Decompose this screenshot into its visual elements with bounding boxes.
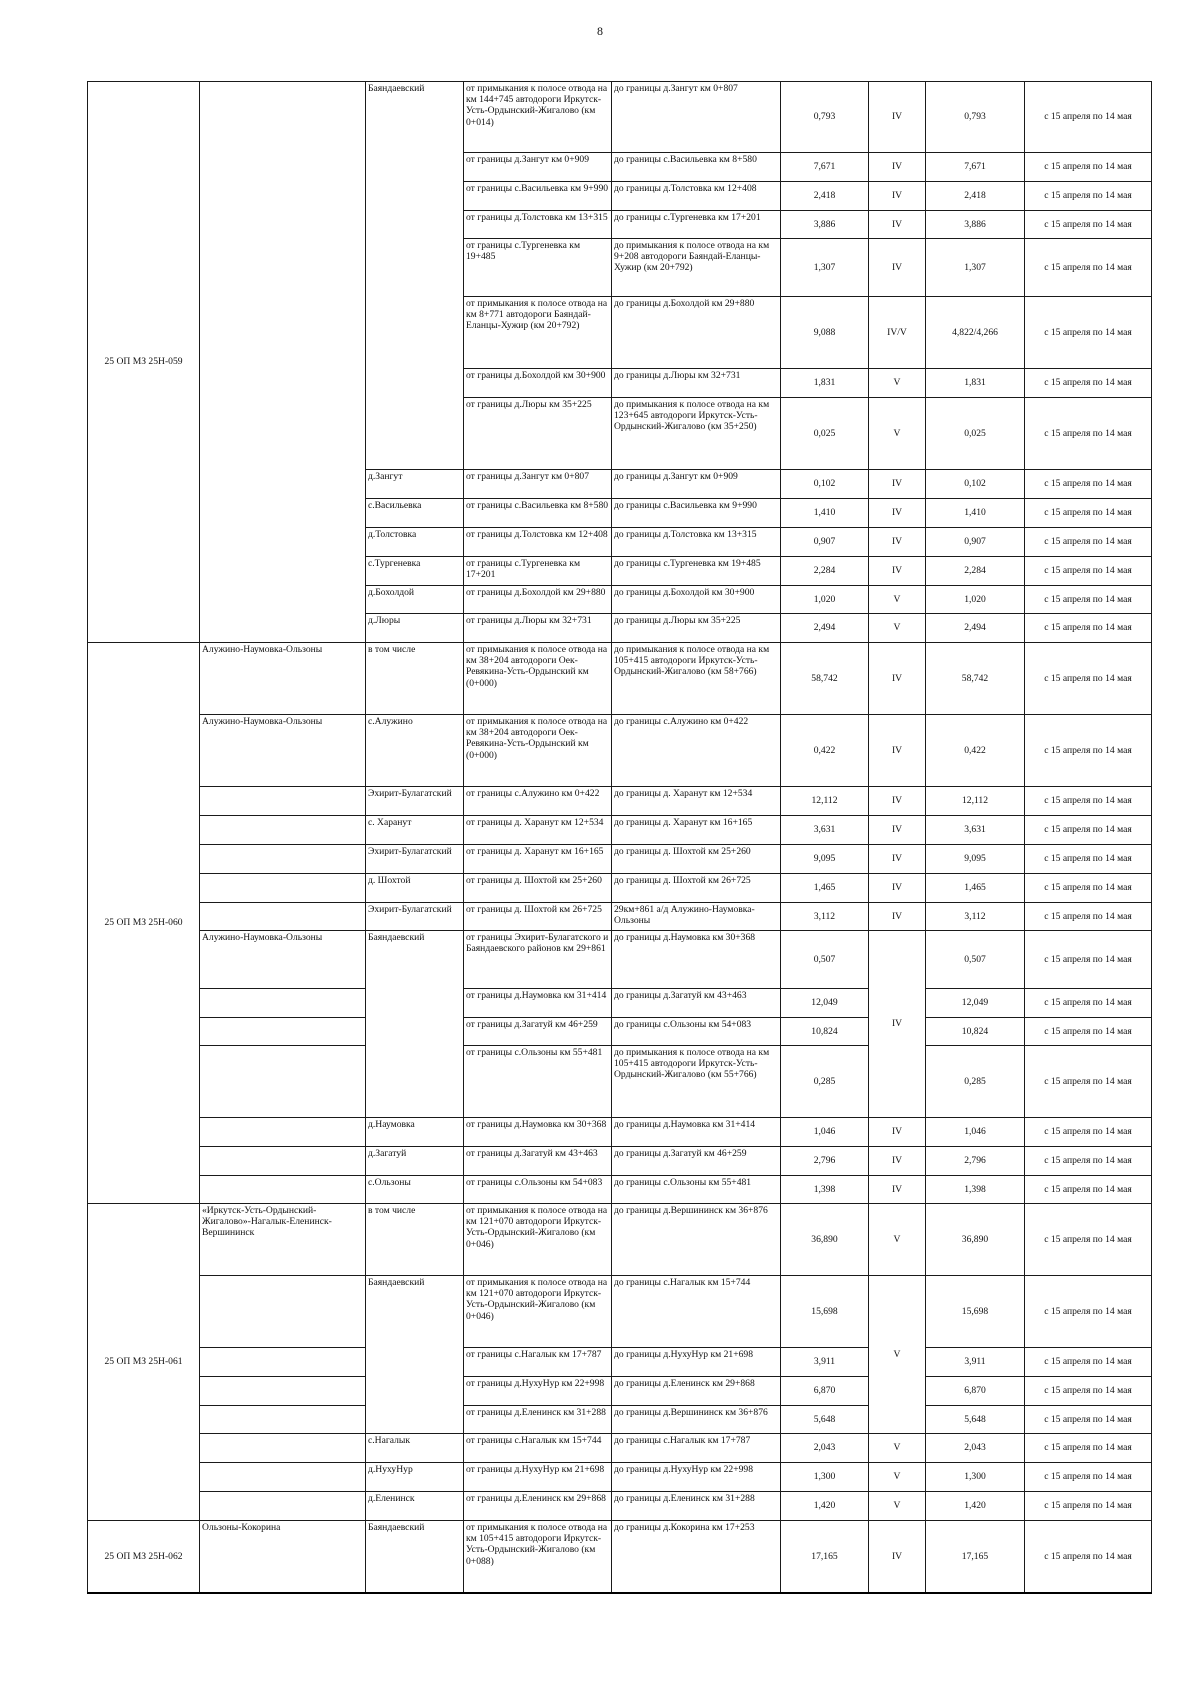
road-name-cell xyxy=(200,82,366,643)
closed-length-cell: 12,112 xyxy=(926,787,1025,816)
closed-length-cell: 0,907 xyxy=(926,528,1025,557)
period-cell: с 15 апреля по 14 мая xyxy=(1025,1204,1152,1276)
from-cell: от границы д.Еленинск км 31+288 xyxy=(464,1406,612,1434)
district-cell: в том числе xyxy=(366,643,464,715)
length-cell: 2,418 xyxy=(781,182,869,211)
closed-length-cell: 36,890 xyxy=(926,1204,1025,1276)
to-cell: до границы с.Ользоны км 54+083 xyxy=(612,1018,781,1046)
length-cell: 12,112 xyxy=(781,787,869,816)
length-cell: 0,507 xyxy=(781,931,869,989)
length-cell: 1,420 xyxy=(781,1492,869,1521)
from-cell: от границы д. Шохтой км 25+260 xyxy=(464,874,612,903)
district-cell: с. Харанут xyxy=(366,816,464,845)
from-cell: от границы с.Васильевка км 9+990 xyxy=(464,182,612,211)
road-name-cell xyxy=(200,1147,366,1176)
period-cell: с 15 апреля по 14 мая xyxy=(1025,715,1152,787)
period-cell: с 15 апреля по 14 мая xyxy=(1025,82,1152,153)
closed-length-cell: 7,671 xyxy=(926,153,1025,182)
from-cell: от границы Эхирит-Булагатского и Баяндаевского районов км 29+861 xyxy=(464,931,612,989)
closed-length-cell: 2,418 xyxy=(926,182,1025,211)
period-cell: с 15 апреля по 14 мая xyxy=(1025,1492,1152,1521)
to-cell: до границы с.Нагалык км 17+787 xyxy=(612,1434,781,1463)
from-cell: от примыкания к полосе отвода на км 121+070 автодороги Иркутск-Усть-Ордынский-Жигалово (км 0+046) xyxy=(464,1204,612,1276)
to-cell: 29км+861 а/д Алужино-Наумовка-Ользоны xyxy=(612,903,781,931)
road-name-cell: Алужино-Наумовка-Ользоны xyxy=(200,715,366,787)
period-cell: с 15 апреля по 14 мая xyxy=(1025,614,1152,643)
to-cell: до границы д. Харанут км 12+534 xyxy=(612,787,781,816)
category-cell: IV xyxy=(869,82,926,153)
closed-length-cell: 2,043 xyxy=(926,1434,1025,1463)
to-cell: до границы д.Загатуй км 43+463 xyxy=(612,989,781,1018)
from-cell: от границы д.Загатуй км 46+259 xyxy=(464,1018,612,1046)
length-cell: 1,020 xyxy=(781,586,869,614)
to-cell: до границы с.Тургеневка км 17+201 xyxy=(612,211,781,239)
district-cell: д.Наумовка xyxy=(366,1118,464,1147)
length-cell: 0,285 xyxy=(781,1046,869,1118)
closed-length-cell: 0,102 xyxy=(926,470,1025,499)
closed-length-cell: 0,507 xyxy=(926,931,1025,989)
road-name-cell xyxy=(200,845,366,874)
length-cell: 0,907 xyxy=(781,528,869,557)
closed-length-cell: 3,886 xyxy=(926,211,1025,239)
closed-length-cell: 0,285 xyxy=(926,1046,1025,1118)
closed-length-cell: 3,911 xyxy=(926,1348,1025,1377)
length-cell: 3,911 xyxy=(781,1348,869,1377)
length-cell: 1,307 xyxy=(781,239,869,297)
length-cell: 6,870 xyxy=(781,1377,869,1406)
period-cell: с 15 апреля по 14 мая xyxy=(1025,1434,1152,1463)
period-cell: с 15 апреля по 14 мая xyxy=(1025,1463,1152,1492)
road-number-cell: 25 ОП МЗ 25Н-059 xyxy=(88,82,200,643)
from-cell: от границы с.Ользоны км 55+481 xyxy=(464,1046,612,1118)
to-cell: до границы д.Люры км 32+731 xyxy=(612,369,781,398)
district-cell: Баяндаевский xyxy=(366,1521,464,1593)
road-name-cell xyxy=(200,787,366,816)
from-cell: от границы д.Люры км 35+225 xyxy=(464,398,612,470)
category-cell: V xyxy=(869,369,926,398)
road-name-cell xyxy=(200,1406,366,1434)
period-cell: с 15 апреля по 14 мая xyxy=(1025,557,1152,586)
period-cell: с 15 апреля по 14 мая xyxy=(1025,1176,1152,1204)
period-cell: с 15 апреля по 14 мая xyxy=(1025,787,1152,816)
closed-length-cell: 3,112 xyxy=(926,903,1025,931)
district-cell: Баяндаевский xyxy=(366,1276,464,1434)
closed-length-cell: 4,822/4,266 xyxy=(926,297,1025,369)
to-cell: до границы д.Зангут км 0+909 xyxy=(612,470,781,499)
closed-length-cell: 9,095 xyxy=(926,845,1025,874)
road-name-cell xyxy=(200,1348,366,1377)
closed-length-cell: 1,398 xyxy=(926,1176,1025,1204)
road-name-cell: Ользоны-Кокорина xyxy=(200,1521,366,1593)
closed-length-cell: 3,631 xyxy=(926,816,1025,845)
closed-length-cell: 0,422 xyxy=(926,715,1025,787)
closed-length-cell: 12,049 xyxy=(926,989,1025,1018)
district-cell: с.Алужино xyxy=(366,715,464,787)
category-cell: IV/V xyxy=(869,297,926,369)
road-name-cell: «Иркутск-Усть-Ордынский-Жигалово»-Нагалык-Еленинск-Вершининск xyxy=(200,1204,366,1276)
road-name-cell xyxy=(200,874,366,903)
district-cell: д.Загатуй xyxy=(366,1147,464,1176)
category-cell: IV xyxy=(869,557,926,586)
length-cell: 9,088 xyxy=(781,297,869,369)
length-cell: 5,648 xyxy=(781,1406,869,1434)
length-cell: 10,824 xyxy=(781,1018,869,1046)
period-cell: с 15 апреля по 14 мая xyxy=(1025,816,1152,845)
length-cell: 3,886 xyxy=(781,211,869,239)
length-cell: 2,284 xyxy=(781,557,869,586)
from-cell: от границы с.Тургеневка км 19+485 xyxy=(464,239,612,297)
category-cell: IV xyxy=(869,643,926,715)
road-name-cell: Алужино-Наумовка-Ользоны xyxy=(200,931,366,989)
category-cell: IV xyxy=(869,1118,926,1147)
length-cell: 9,095 xyxy=(781,845,869,874)
district-cell: с.Тургеневка xyxy=(366,557,464,586)
period-cell: с 15 апреля по 14 мая xyxy=(1025,586,1152,614)
district-cell: Баяндаевский xyxy=(366,931,464,1118)
closed-length-cell: 1,410 xyxy=(926,499,1025,528)
category-cell: IV xyxy=(869,239,926,297)
to-cell: до границы д.Наумовка км 30+368 xyxy=(612,931,781,989)
period-cell: с 15 апреля по 14 мая xyxy=(1025,1377,1152,1406)
category-cell: IV xyxy=(869,182,926,211)
period-cell: с 15 апреля по 14 мая xyxy=(1025,1521,1152,1593)
road-name-cell xyxy=(200,1377,366,1406)
category-cell: IV xyxy=(869,1147,926,1176)
period-cell: с 15 апреля по 14 мая xyxy=(1025,398,1152,470)
period-cell: с 15 апреля по 14 мая xyxy=(1025,1147,1152,1176)
category-cell: IV xyxy=(869,1176,926,1204)
category-cell: IV xyxy=(869,715,926,787)
category-cell: V xyxy=(869,1463,926,1492)
road-name-cell xyxy=(200,989,366,1018)
period-cell: с 15 апреля по 14 мая xyxy=(1025,845,1152,874)
length-cell: 1,831 xyxy=(781,369,869,398)
category-cell: V xyxy=(869,398,926,470)
length-cell: 1,398 xyxy=(781,1176,869,1204)
to-cell: до границы д.Зангут км 0+807 xyxy=(612,82,781,153)
to-cell: до границы с.Тургеневка км 19+485 xyxy=(612,557,781,586)
to-cell: до границы д.Толстовка км 12+408 xyxy=(612,182,781,211)
from-cell: от примыкания к полосе отвода на км 38+204 автодороги Оек-Ревякина-Усть-Ордынский км (0+000) xyxy=(464,643,612,715)
district-cell: Эхирит-Булагатский xyxy=(366,845,464,874)
to-cell: до границы д. Шохтой км 25+260 xyxy=(612,845,781,874)
closed-length-cell: 5,648 xyxy=(926,1406,1025,1434)
period-cell: с 15 апреля по 14 мая xyxy=(1025,239,1152,297)
from-cell: от границы д.Еленинск км 29+868 xyxy=(464,1492,612,1521)
to-cell: до примыкания к полосе отвода на км 105+415 автодороги Иркутск-Усть-Ордынский-Жигалово (км 58+766) xyxy=(612,643,781,715)
from-cell: от границы д.Наумовка км 30+368 xyxy=(464,1118,612,1147)
category-cell: V xyxy=(869,1204,926,1276)
length-cell: 1,300 xyxy=(781,1463,869,1492)
from-cell: от границы д.Зангут км 0+909 xyxy=(464,153,612,182)
length-cell: 15,698 xyxy=(781,1276,869,1348)
category-cell: IV xyxy=(869,470,926,499)
period-cell: с 15 апреля по 14 мая xyxy=(1025,1276,1152,1348)
closed-length-cell: 1,420 xyxy=(926,1492,1025,1521)
from-cell: от границы д.Люры км 32+731 xyxy=(464,614,612,643)
district-cell: Эхирит-Булагатский xyxy=(366,903,464,931)
from-cell: от примыкания к полосе отвода на км 121+070 автодороги Иркутск-Усть-Ордынский-Жигалово (км 0+046) xyxy=(464,1276,612,1348)
to-cell: до границы д.Вершининск км 36+876 xyxy=(612,1406,781,1434)
district-cell: д.НухуНур xyxy=(366,1463,464,1492)
length-cell: 2,494 xyxy=(781,614,869,643)
to-cell: до границы с.Васильевка км 9+990 xyxy=(612,499,781,528)
from-cell: от границы д.НухуНур км 21+698 xyxy=(464,1463,612,1492)
to-cell: до границы д.НухуНур км 21+698 xyxy=(612,1348,781,1377)
length-cell: 36,890 xyxy=(781,1204,869,1276)
district-cell: д.Толстовка xyxy=(366,528,464,557)
road-name-cell xyxy=(200,1118,366,1147)
length-cell: 0,422 xyxy=(781,715,869,787)
to-cell: до границы д.Люры км 35+225 xyxy=(612,614,781,643)
from-cell: от границы с.Васильевка км 8+580 xyxy=(464,499,612,528)
length-cell: 1,465 xyxy=(781,874,869,903)
closed-length-cell: 58,742 xyxy=(926,643,1025,715)
category-cell: IV xyxy=(869,903,926,931)
district-cell: с.Нагалык xyxy=(366,1434,464,1463)
district-cell: д. Шохтой xyxy=(366,874,464,903)
period-cell: с 15 апреля по 14 мая xyxy=(1025,153,1152,182)
closed-length-cell: 17,165 xyxy=(926,1521,1025,1593)
from-cell: от границы д.Бохолдой км 29+880 xyxy=(464,586,612,614)
closed-length-cell: 1,831 xyxy=(926,369,1025,398)
length-cell: 1,410 xyxy=(781,499,869,528)
length-cell: 12,049 xyxy=(781,989,869,1018)
period-cell: с 15 апреля по 14 мая xyxy=(1025,903,1152,931)
category-cell: IV xyxy=(869,499,926,528)
closed-length-cell: 1,020 xyxy=(926,586,1025,614)
category-cell: IV xyxy=(869,787,926,816)
period-cell: с 15 апреля по 14 мая xyxy=(1025,874,1152,903)
district-cell: д.Люры xyxy=(366,614,464,643)
period-cell: с 15 апреля по 14 мая xyxy=(1025,643,1152,715)
category-cell: IV xyxy=(869,153,926,182)
category-cell: IV xyxy=(869,845,926,874)
from-cell: от границы с.Нагалык км 15+744 xyxy=(464,1434,612,1463)
district-cell: д.Зангут xyxy=(366,470,464,499)
road-number-cell: 25 ОП МЗ 25Н-061 xyxy=(88,1204,200,1521)
from-cell: от границы д.НухуНур км 22+998 xyxy=(464,1377,612,1406)
period-cell: с 15 апреля по 14 мая xyxy=(1025,1348,1152,1377)
from-cell: от границы д. Харанут км 12+534 xyxy=(464,816,612,845)
district-cell: Эхирит-Булагатский xyxy=(366,787,464,816)
to-cell: до границы д.НухуНур км 22+998 xyxy=(612,1463,781,1492)
length-cell: 3,631 xyxy=(781,816,869,845)
length-cell: 3,112 xyxy=(781,903,869,931)
to-cell: до границы д.Толстовка км 13+315 xyxy=(612,528,781,557)
to-cell: до границы д.Бохолдой км 30+900 xyxy=(612,586,781,614)
category-cell: V xyxy=(869,1276,926,1434)
to-cell: до примыкания к полосе отвода на км 123+645 автодороги Иркутск-Усть-Ордынский-Жигалово (км 35+250) xyxy=(612,398,781,470)
category-cell: V xyxy=(869,614,926,643)
road-name-cell xyxy=(200,1018,366,1046)
length-cell: 2,796 xyxy=(781,1147,869,1176)
period-cell: с 15 апреля по 14 мая xyxy=(1025,989,1152,1018)
closed-length-cell: 15,698 xyxy=(926,1276,1025,1348)
to-cell: до границы д.Наумовка км 31+414 xyxy=(612,1118,781,1147)
road-name-cell xyxy=(200,903,366,931)
to-cell: до примыкания к полосе отвода на км 9+208 автодороги Баяндай-Еланцы-Хужир (км 20+792) xyxy=(612,239,781,297)
to-cell: до границы д.Кокорина км 17+253 xyxy=(612,1521,781,1593)
category-cell: IV xyxy=(869,1521,926,1593)
category-cell: V xyxy=(869,1434,926,1463)
road-name-cell xyxy=(200,1176,366,1204)
to-cell: до примыкания к полосе отвода на км 105+415 автодороги Иркутск-Усть-Ордынский-Жигалово (км 55+766) xyxy=(612,1046,781,1118)
district-cell: в том числе xyxy=(366,1204,464,1276)
district-cell: д.Бохолдой xyxy=(366,586,464,614)
period-cell: с 15 апреля по 14 мая xyxy=(1025,1406,1152,1434)
district-cell: д.Еленинск xyxy=(366,1492,464,1521)
period-cell: с 15 апреля по 14 мая xyxy=(1025,499,1152,528)
from-cell: от примыкания к полосе отвода на км 38+204 автодороги Оек-Ревякина-Усть-Ордынский км (0+000) xyxy=(464,715,612,787)
district-cell: с.Ользоны xyxy=(366,1176,464,1204)
closed-length-cell: 2,796 xyxy=(926,1147,1025,1176)
to-cell: до границы д.Еленинск км 31+288 xyxy=(612,1492,781,1521)
length-cell: 1,046 xyxy=(781,1118,869,1147)
closed-length-cell: 2,494 xyxy=(926,614,1025,643)
closed-length-cell: 1,046 xyxy=(926,1118,1025,1147)
length-cell: 0,793 xyxy=(781,82,869,153)
from-cell: от границы с.Тургеневка км 17+201 xyxy=(464,557,612,586)
period-cell: с 15 апреля по 14 мая xyxy=(1025,470,1152,499)
category-cell: V xyxy=(869,586,926,614)
period-cell: с 15 апреля по 14 мая xyxy=(1025,1046,1152,1118)
road-number-cell: 25 ОП МЗ 25Н-060 xyxy=(88,643,200,1204)
road-name-cell xyxy=(200,1463,366,1492)
closed-length-cell: 1,307 xyxy=(926,239,1025,297)
period-cell: с 15 апреля по 14 мая xyxy=(1025,297,1152,369)
category-cell: IV xyxy=(869,528,926,557)
period-cell: с 15 апреля по 14 мая xyxy=(1025,1118,1152,1147)
district-cell: с.Васильевка xyxy=(366,499,464,528)
road-name-cell xyxy=(200,1046,366,1118)
period-cell: с 15 апреля по 14 мая xyxy=(1025,211,1152,239)
length-cell: 0,102 xyxy=(781,470,869,499)
to-cell: до границы с.Нагалык км 15+744 xyxy=(612,1276,781,1348)
from-cell: от примыкания к полосе отвода на км 8+771 автодороги Баяндай-Еланцы-Хужир (км 20+792) xyxy=(464,297,612,369)
period-cell: с 15 апреля по 14 мая xyxy=(1025,1018,1152,1046)
length-cell: 17,165 xyxy=(781,1521,869,1593)
period-cell: с 15 апреля по 14 мая xyxy=(1025,369,1152,398)
from-cell: от примыкания к полосе отвода на км 105+415 автодороги Иркутск-Усть-Ордынский-Жигалово (км 0+088) xyxy=(464,1521,612,1593)
district-cell: Баяндаевский xyxy=(366,82,464,470)
from-cell: от границы д.Загатуй км 43+463 xyxy=(464,1147,612,1176)
road-number-cell: 25 ОП МЗ 25Н-062 xyxy=(88,1521,200,1593)
from-cell: от границы д. Харанут км 16+165 xyxy=(464,845,612,874)
to-cell: до границы с.Васильевка км 8+580 xyxy=(612,153,781,182)
category-cell: IV xyxy=(869,816,926,845)
closed-length-cell: 2,284 xyxy=(926,557,1025,586)
road-name-cell xyxy=(200,1492,366,1521)
to-cell: до границы д. Шохтой км 26+725 xyxy=(612,874,781,903)
period-cell: с 15 апреля по 14 мая xyxy=(1025,528,1152,557)
road-name-cell: Алужино-Наумовка-Ользоны xyxy=(200,643,366,715)
to-cell: до границы д. Харанут км 16+165 xyxy=(612,816,781,845)
closed-length-cell: 1,465 xyxy=(926,874,1025,903)
to-cell: до границы с.Ользоны км 55+481 xyxy=(612,1176,781,1204)
from-cell: от границы с.Алужино км 0+422 xyxy=(464,787,612,816)
from-cell: от примыкания к полосе отвода на км 144+745 автодороги Иркутск-Усть-Ордынский-Жигалово (км 0+014) xyxy=(464,82,612,153)
page-number: 8 xyxy=(597,24,603,38)
length-cell: 2,043 xyxy=(781,1434,869,1463)
from-cell: от границы д.Толстовка км 12+408 xyxy=(464,528,612,557)
from-cell: от границы д.Бохолдой км 30+900 xyxy=(464,369,612,398)
closed-length-cell: 10,824 xyxy=(926,1018,1025,1046)
from-cell: от границы с.Нагалык км 17+787 xyxy=(464,1348,612,1377)
road-restrictions-table xyxy=(87,81,1152,1594)
from-cell: от границы д.Зангут км 0+807 xyxy=(464,470,612,499)
to-cell: до границы д.Бохолдой км 29+880 xyxy=(612,297,781,369)
length-cell: 7,671 xyxy=(781,153,869,182)
to-cell: до границы с.Алужино км 0+422 xyxy=(612,715,781,787)
road-name-cell xyxy=(200,1276,366,1348)
closed-length-cell: 6,870 xyxy=(926,1377,1025,1406)
length-cell: 0,025 xyxy=(781,398,869,470)
category-cell: IV xyxy=(869,931,926,1118)
closed-length-cell: 0,793 xyxy=(926,82,1025,153)
category-cell: V xyxy=(869,1492,926,1521)
from-cell: от границы д. Шохтой км 26+725 xyxy=(464,903,612,931)
to-cell: до границы д.Вершининск км 36+876 xyxy=(612,1204,781,1276)
from-cell: от границы д.Наумовка км 31+414 xyxy=(464,989,612,1018)
from-cell: от границы д.Толстовка км 13+315 xyxy=(464,211,612,239)
road-name-cell xyxy=(200,1434,366,1463)
category-cell: IV xyxy=(869,874,926,903)
closed-length-cell: 0,025 xyxy=(926,398,1025,470)
road-name-cell xyxy=(200,816,366,845)
to-cell: до границы д.Загатуй км 46+259 xyxy=(612,1147,781,1176)
category-cell: IV xyxy=(869,211,926,239)
period-cell: с 15 апреля по 14 мая xyxy=(1025,182,1152,211)
period-cell: с 15 апреля по 14 мая xyxy=(1025,931,1152,989)
length-cell: 58,742 xyxy=(781,643,869,715)
from-cell: от границы с.Ользоны км 54+083 xyxy=(464,1176,612,1204)
to-cell: до границы д.Еленинск км 29+868 xyxy=(612,1377,781,1406)
closed-length-cell: 1,300 xyxy=(926,1463,1025,1492)
